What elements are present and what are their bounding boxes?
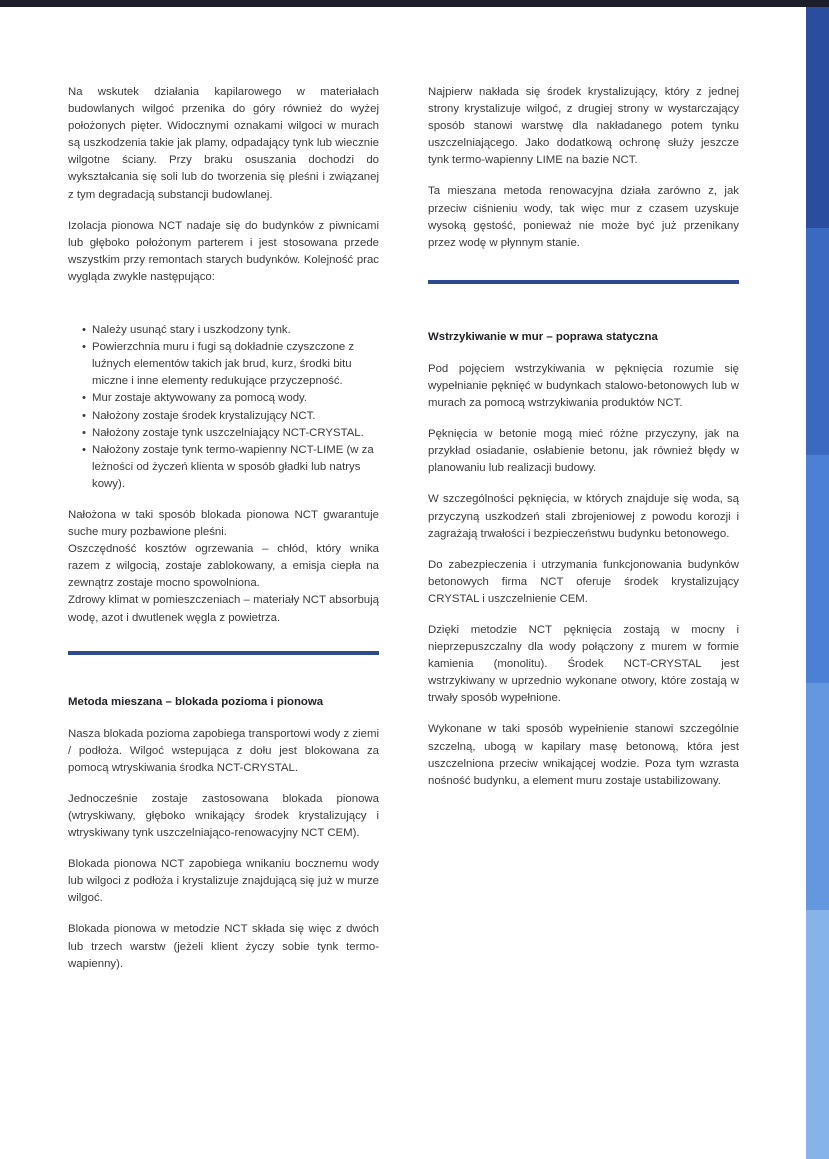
paragraph: Blokada pionowa w metodzie NCT składa się więc z dwóch lub trzech warstw (jeżeli klient życzy sobie tynk termo-wapienny). xyxy=(68,923,379,970)
procedure-bullet-list xyxy=(68,322,379,493)
paragraph: Nasza blokada pozioma zapobiega transportowi wody z ziemi / podłoża. Wilgoć wstepująca z dołu jest blokowana za pomocą wtryskiwania środka NCT-CRYSTAL. xyxy=(68,727,379,774)
paragraph: Zdrowy klimat w pomieszczeniach – materiały NCT absorbują wodę, azot i dwutlenek węgla z powietrza. xyxy=(68,594,379,624)
spacer xyxy=(68,300,379,322)
paragraph: Wykonane w taki sposób wypełnienie stanowi szczególnie szczelną, ubogą w kapilary masę betonową, która jest uszczelniona przeciw wnikającej wodzie. Poza tym wzrasta nośność budynku, a element muru zostaje ustabilizowany. xyxy=(428,723,739,787)
list-item: • Nałożony zostaje tynk uszczelniający NCT-CRYSTAL. xyxy=(82,425,379,442)
list-item: • Należy usunąć stary i uszkodzony tynk. xyxy=(82,322,379,339)
paragraph: Dzięki metodzie NCT pęknięcia zostają w mocny i nieprzepuszczalny dla wody połączony z murem w formie kamienia (monolitu). Środek NCT-CRYSTAL jest wstrzykiwany w uprzednio wykonane otwory, które zostają w trwały sposób wypełnione. xyxy=(428,623,739,705)
right-color-strip xyxy=(806,7,829,1159)
section-divider xyxy=(428,280,739,284)
list-item: • Mur zostaje aktywowany za pomocą wody. xyxy=(82,390,379,407)
section-divider-wrap xyxy=(68,651,379,655)
paragraph: Jednocześnie zostaje zastosowana blokada pionowa (wtryskiwany, głęboko wnikający środek krystalizujący i wtryskiwany tynk uszczelniająco-renowacyjny NCT CEM). xyxy=(68,792,379,840)
paragraph: Nałożona w taki sposób blokada pionowa NCT gwarantuje suche mury pozbawione pleśni. xyxy=(68,508,379,539)
section-divider xyxy=(68,651,379,655)
paragraph: Blokada pionowa NCT zapobiega wnikaniu bocznemu wody lub wilgoci z podłoża i krystalizuje znajdującą się już w murze wilgoć. xyxy=(68,858,379,905)
paragraph: Ta mieszana metoda renowacyjna działa zarówno z, jak przeciw ciśnieniu wody, tak więc mur z czasem uzyskuje wysoką gęstość, ponieważ nie może być już przenikany przez wodę w płynnym stanie. xyxy=(428,185,739,249)
section-divider-wrap xyxy=(428,280,739,284)
paragraph: W szczególności pęknięcia, w których znajduje się woda, są przyczyną uszkodzeń stali zbrojeniowej z powodu korozji i zagrażają trwałości i bezpieczeństwu budynku betonowego. xyxy=(428,493,739,540)
section-heading: Wstrzykiwanie w mur – poprawa statyczna xyxy=(428,330,658,343)
color-strip-segment-2 xyxy=(806,228,829,455)
paragraph: Najpierw nakłada się środek krystalizujący, który z jednej strony krystalizuje wilgoć, z drugiej strony w wystarczający sposób stanowi warstwę dla nakładanego potem tynku uszczelniającego. Jako dodatkową ochronę służy jeszcze tynk termo-wapienny LIME na bazie NCT. xyxy=(428,86,739,167)
color-strip-segment-3 xyxy=(806,455,829,683)
paragraph: Pod pojęciem wstrzykiwania w pęknięcia rozumie się wypełnianie pęknięć w budynkach stalowo-betonowych lub w murach za pomocą wstrzykiwania produktów NCT. xyxy=(428,362,739,410)
color-strip-segment-5 xyxy=(806,910,829,1159)
right-text-column xyxy=(428,84,739,790)
paragraph: Pęknięcia w betonie mogą mieć różne przyczyny, jak na przykład osiadanie, osłabienie betonu, jak również błędy w planowaniu lub realizacji budowy. xyxy=(428,428,739,475)
paragraph: Na wskutek działania kapilarowego w materiałach budowlanych wilgoć przenika do góry również do wyżej położonych pięter. Widocznymi oznakami wilgoci w murach są uszkodzenia takie jak plamy, odpadający tynk lub wiecznie wilgotne ściany. Przy braku osuszania dochodzi do wykształcania się soli lub do tworzenia się pleśni i związanej z tym degradacją substancji budowlanej. xyxy=(68,86,379,201)
color-strip-segment-1 xyxy=(806,7,829,228)
list-item: • Nałożony zostaje środek krystalizujący NCT. xyxy=(82,408,379,425)
left-text-column xyxy=(68,84,379,973)
paragraph: Izolacja pionowa NCT nadaje się do budynków z piwnicami lub głęboko położonym parterem i jest stosowana przede wszystkim przy remontach starych budynków. Kolejność prac wygląda zwykle następująco: xyxy=(68,219,379,283)
color-strip-segment-4 xyxy=(806,683,829,910)
paragraph: Oszczędność kosztów ogrzewania – chłód, który wnika razem z wilgocią, zostaje zablokowany, a emisja ciepła na zewnątrz zostaje mocno spowolniona. xyxy=(68,543,379,590)
paragraph: Do zabezpieczenia i utrzymania funkcjonowania budynków betonowych firma NCT oferuje środek krystalizujący CRYSTAL i uszczelnienie CEM. xyxy=(428,558,739,605)
section-heading: Metoda mieszana – blokada pozioma i pionowa xyxy=(68,695,324,708)
list-item: • Nałożony zostaje tynk termo-wapienny NCT-LIME (w za leżności od życzeń klienta w sposób gładki lub natrys kowy). xyxy=(82,442,379,493)
list-item: • Powierzchnia muru i fugi są dokładnie czyszczone z luźnych elementów takich jak brud, kurz, środki bitu miczne i inne elementy redukujące przyczepność. xyxy=(82,339,379,390)
